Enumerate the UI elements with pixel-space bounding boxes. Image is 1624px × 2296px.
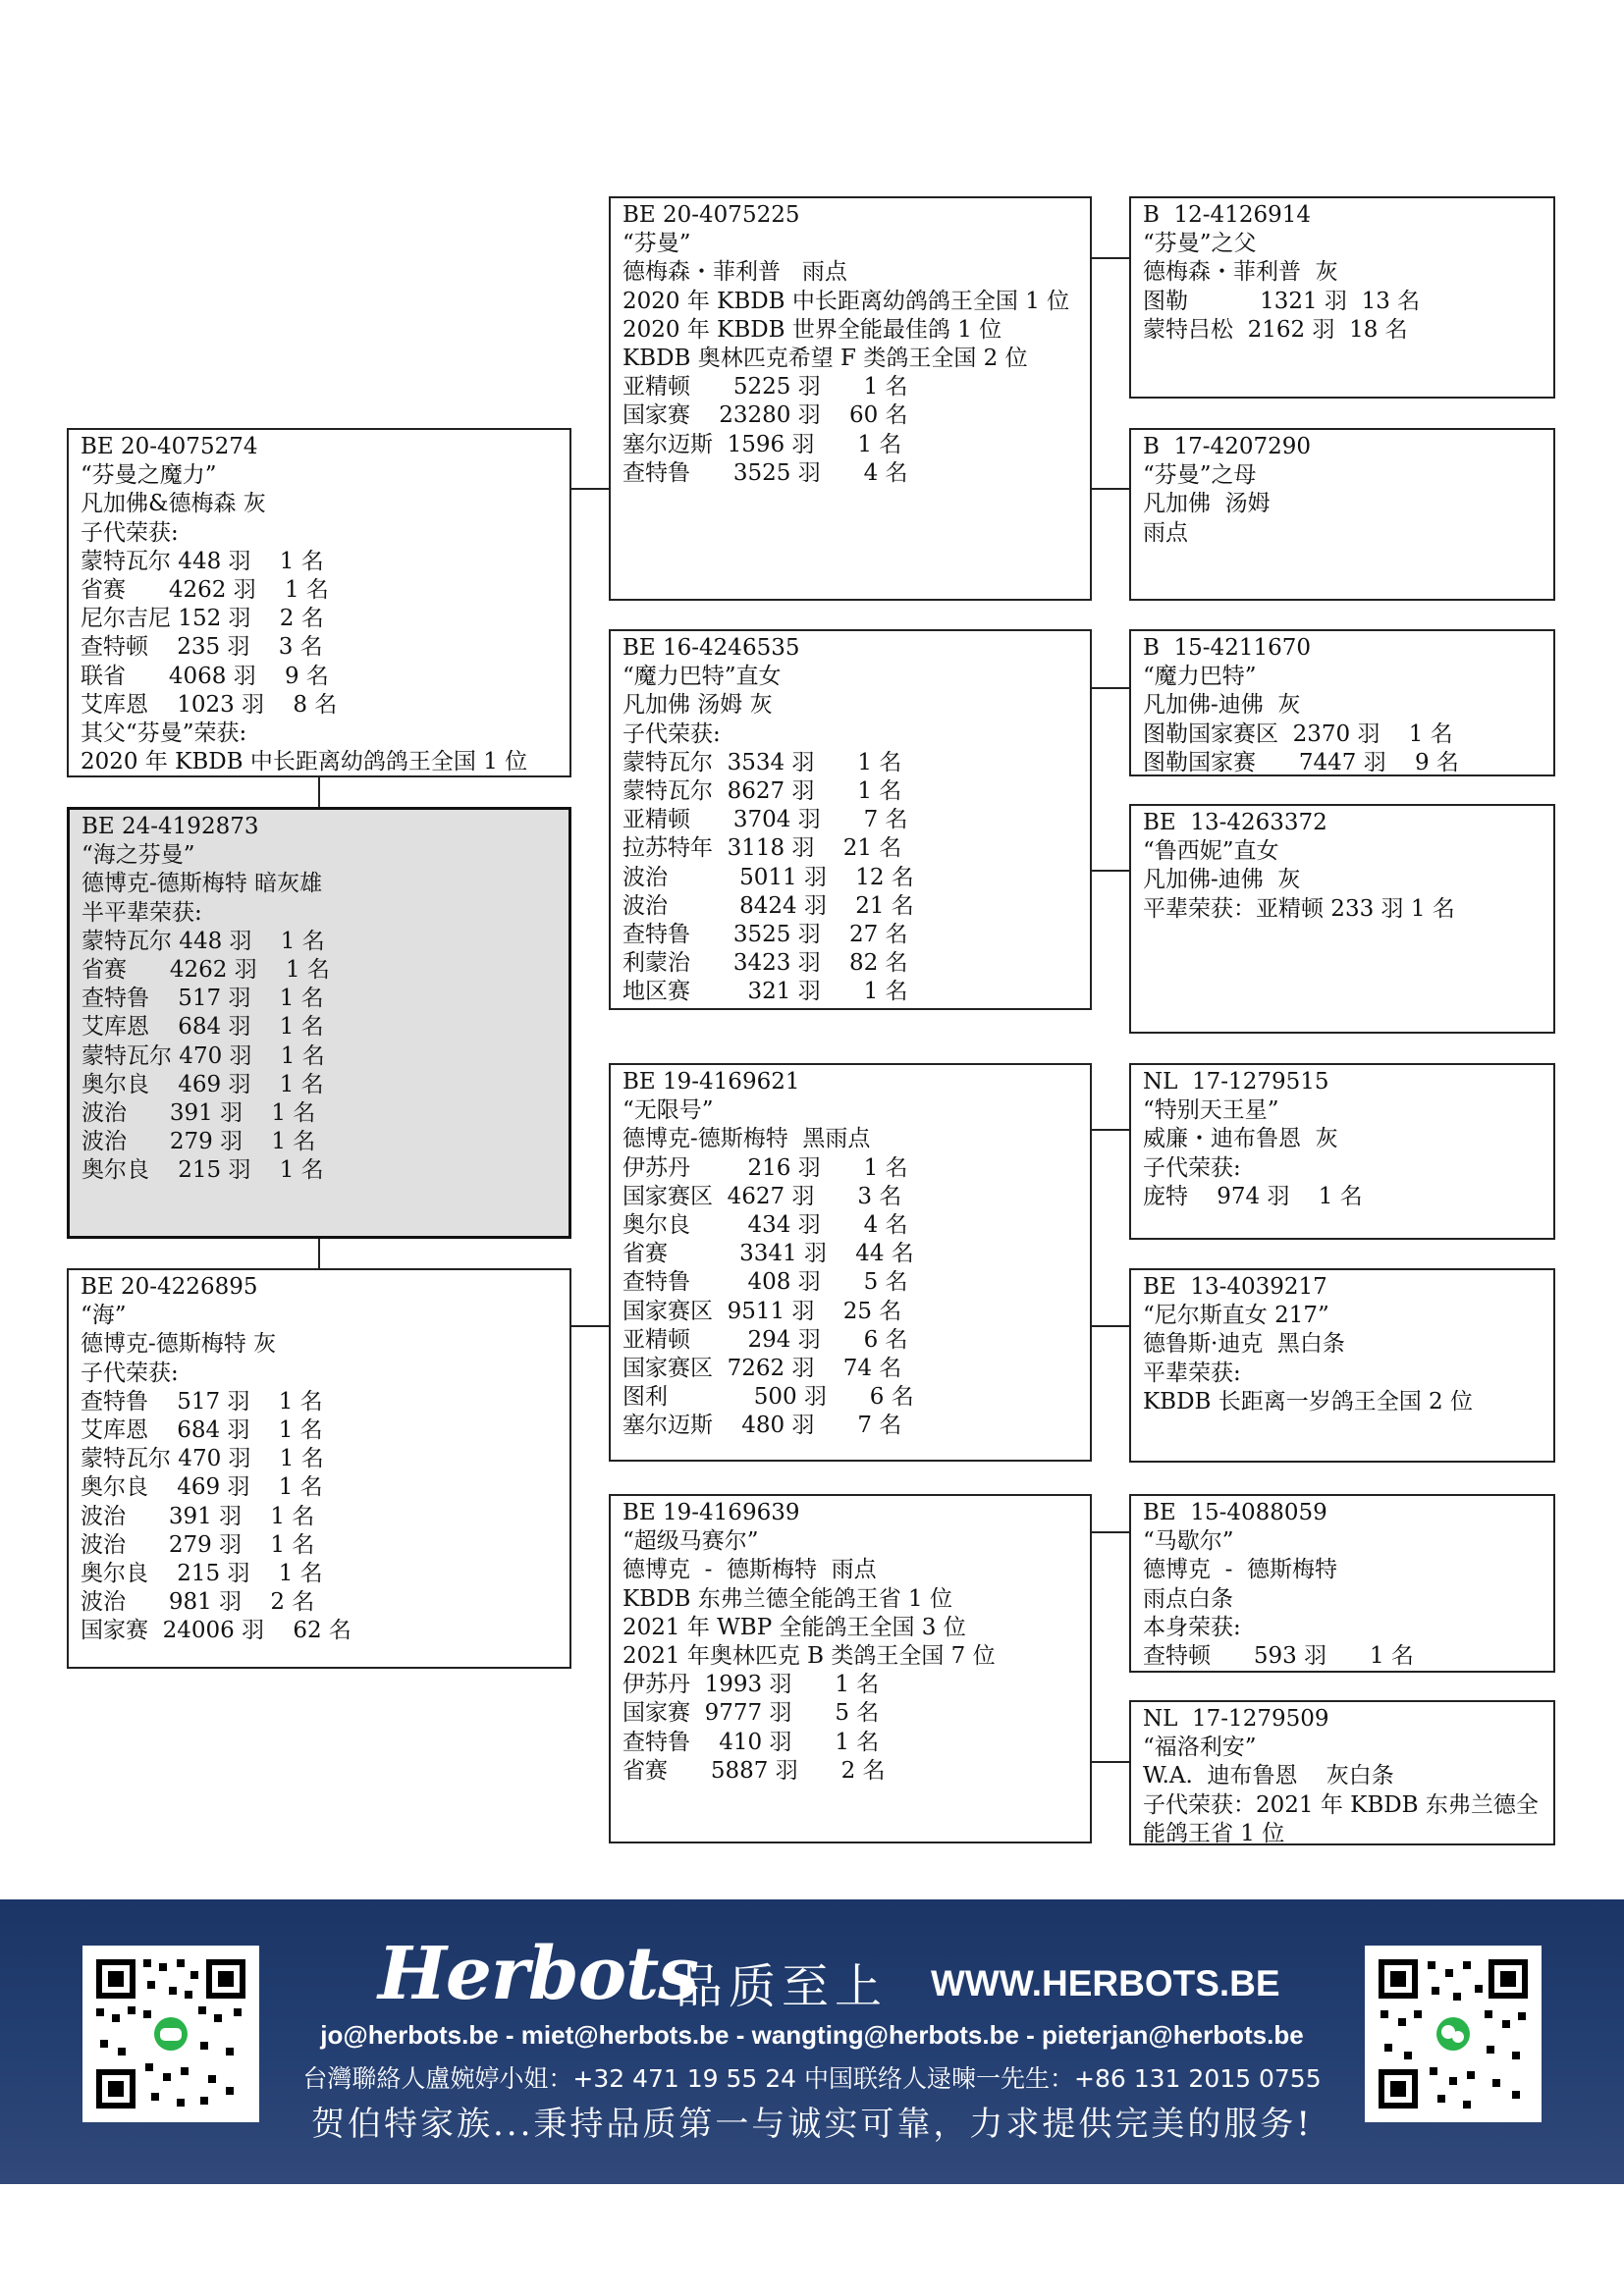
website-link[interactable]: WWW.HERBOTS.BE [931, 1963, 1280, 2003]
pedigree-line: 查特顿 593 羽 1 名 [1143, 1643, 1414, 1670]
pedigree-line: B 17-4207290 [1143, 434, 1311, 459]
pedigree-line: 波治 981 羽 2 名 [81, 1589, 315, 1616]
pedigree-line: 庞特 974 羽 1 名 [1143, 1183, 1363, 1209]
slogan: 品质至上 [676, 1959, 889, 2014]
pedigree-line: 联省 4068 羽 9 名 [81, 663, 329, 689]
pedigree-line: 国家赛 23280 羽 60 名 [623, 402, 908, 429]
pedigree-line: 奥尔良 434 羽 4 名 [623, 1212, 908, 1239]
pedigree-line: “芬曼之魔力” [81, 462, 217, 489]
connector-dd-gg7 [1092, 1531, 1129, 1533]
great-grandparent-2-box [1129, 428, 1555, 601]
pedigree-line: 奥尔良 469 羽 1 名 [81, 1474, 323, 1501]
connector-ss-gg2 [1092, 488, 1129, 490]
pedigree-line: 地区赛 321 羽 1 名 [623, 979, 908, 1005]
pedigree-line: 平辈荣获：亚精顿 233 羽 1 名 [1143, 895, 1455, 922]
pedigree-line: 波治 279 羽 1 名 [81, 1531, 315, 1558]
subject-box [67, 807, 571, 1239]
pedigree-line: “海之芬曼” [81, 842, 195, 869]
pedigree-line: B 12-4126914 [1143, 202, 1311, 228]
pedigree-line: 艾库恩 1023 羽 8 名 [81, 691, 338, 718]
pedigree-line: 威廉・迪布鲁恩 灰 [1143, 1126, 1338, 1152]
connector-subject-dam [318, 1239, 320, 1268]
pedigree-line: 半平辈荣获: [81, 899, 202, 926]
pedigree-line: 伊苏丹 1993 羽 1 名 [623, 1672, 880, 1698]
great-grandparent-3-box [1129, 629, 1555, 776]
pedigree-line: 图勒国家赛区 2370 羽 1 名 [1143, 721, 1453, 747]
pedigree-line: “鲁西妮”直女 [1143, 838, 1279, 865]
connector-dam-right [571, 1325, 609, 1327]
pedigree-line: “芬曼”之父 [1143, 231, 1257, 257]
pedigree-line: 凡加佛-迪佛 灰 [1143, 867, 1301, 893]
dam-sire-box [609, 1063, 1092, 1462]
great-grandparent-5-box [1129, 1063, 1555, 1240]
pedigree-line: 本身荣获: [1143, 1614, 1241, 1640]
dam-dam-box [609, 1494, 1092, 1843]
pedigree-line: 2021 年奥林匹克 B 类鸽王全国 7 位 [623, 1643, 996, 1670]
pedigree-line: 子代荣获: [81, 519, 179, 546]
pedigree-line: 奥尔良 215 羽 1 名 [81, 1561, 323, 1587]
pedigree-line: “芬曼” [623, 231, 691, 257]
pedigree-line: 子代荣获: [623, 721, 721, 747]
pedigree-line: 省赛 5887 羽 2 名 [623, 1757, 886, 1784]
pedigree-line: 奥尔良 469 羽 1 名 [81, 1071, 324, 1097]
pedigree-line: 雨点白条 [1143, 1585, 1233, 1612]
pedigree-line: BE 19-4169639 [623, 1500, 800, 1525]
pedigree-line: 子代荣获：2021 年 KBDB 东弗兰德全 [1143, 1791, 1539, 1818]
great-grandparent-7-box [1129, 1494, 1555, 1673]
pedigree-line: 国家赛区 4627 羽 3 名 [623, 1183, 902, 1209]
pedigree-line: BE 15-4088059 [1143, 1500, 1327, 1525]
pedigree-line: 波治 391 羽 1 名 [81, 1100, 316, 1127]
pedigree-line: 拉苏特年 3118 羽 21 名 [623, 835, 902, 862]
pedigree-line: B 15-4211670 [1143, 635, 1311, 661]
pedigree-line: 德梅森・菲利普 雨点 [623, 259, 847, 286]
pedigree-line: 德博克-德斯梅特 灰 [81, 1331, 277, 1358]
pedigree-line: BE 13-4263372 [1143, 810, 1327, 835]
pedigree-line: 德梅森・菲利普 灰 [1143, 259, 1338, 286]
pedigree-line: 2021 年 WBP 全能鸽王全国 3 位 [623, 1614, 966, 1640]
pedigree-line: “芬曼”之母 [1143, 462, 1257, 489]
pedigree-line: NL 17-1279509 [1143, 1706, 1329, 1732]
connector-sire-subject [318, 777, 320, 807]
connector-dd-gg8 [1092, 1761, 1129, 1763]
motto: 贺伯特家族...秉持品质第一与诚实可靠，力求提供完美的服务! [310, 2105, 1314, 2144]
pedigree-line: 德博克-德斯梅特 黑雨点 [623, 1126, 871, 1152]
pedigree-line: 德博克 - 德斯梅特 [1143, 1557, 1338, 1583]
pedigree-line: 查特鲁 517 羽 1 名 [81, 986, 324, 1012]
pedigree-line: “魔力巴特”直女 [623, 664, 782, 690]
great-grandparent-8-box [1129, 1700, 1555, 1845]
pedigree-line: 子代荣获: [1143, 1154, 1241, 1181]
great-grandparent-6-box [1129, 1268, 1555, 1463]
pedigree-line: 德博克-德斯梅特 暗灰雄 [81, 871, 323, 897]
pedigree-line: 波治 279 羽 1 名 [81, 1129, 316, 1155]
pedigree-line: 塞尔迈斯 1596 羽 1 名 [623, 431, 902, 457]
pedigree-line: 凡加佛-迪佛 灰 [1143, 692, 1301, 719]
pedigree-line: 能鸽王省 1 位 [1143, 1820, 1285, 1845]
pedigree-line: 艾库恩 684 羽 1 名 [81, 1417, 323, 1444]
pedigree-line: “马歇尔” [1143, 1528, 1234, 1555]
phone-contacts: 台灣聯絡人盧婉婷小姐：+32 471 19 55 24 中国联络人逯暕一先生：+86 131 2015 0755 [302, 2064, 1322, 2093]
connector-ds-gg5 [1092, 1129, 1129, 1131]
pedigree-line: 蒙特瓦尔 470 羽 1 名 [81, 1446, 324, 1472]
herbots-logo: Herbots [378, 1932, 698, 2016]
connector-ds-gg6 [1092, 1325, 1129, 1327]
pedigree-line: 波治 8424 羽 21 名 [623, 892, 914, 919]
pedigree-line: 蒙特吕松 2162 羽 18 名 [1143, 316, 1408, 343]
connector-ss-gg1 [1092, 257, 1129, 259]
pedigree-line: 2020 年 KBDB 中长距离幼鸽鸽王全国 1 位 [81, 749, 528, 775]
sire-dam-box [609, 629, 1092, 1010]
pedigree-line: 蒙特瓦尔 3534 羽 1 名 [623, 749, 902, 775]
pedigree-line: 伊苏丹 216 羽 1 名 [623, 1154, 908, 1181]
pedigree-line: 查特鲁 408 羽 5 名 [623, 1269, 908, 1296]
pedigree-line: 波治 391 羽 1 名 [81, 1503, 315, 1529]
pedigree-line: 亚精顿 3704 羽 7 名 [623, 807, 908, 833]
pedigree-line: BE 16-4246535 [623, 635, 800, 661]
great-grandparent-1-box [1129, 196, 1555, 399]
pedigree-line: 国家赛 24006 羽 62 名 [81, 1618, 352, 1644]
pedigree-line: KBDB 长距离一岁鸽王全国 2 位 [1143, 1388, 1473, 1415]
pedigree-line: 凡加佛 汤姆 灰 [623, 692, 773, 719]
pedigree-line: 国家赛区 7262 羽 74 名 [623, 1356, 902, 1382]
pedigree-line: 凡加佛 汤姆 [1143, 491, 1271, 517]
pedigree-line: 德鲁斯·迪克 黑白条 [1143, 1331, 1345, 1358]
pedigree-line: 蒙特瓦尔 8627 羽 1 名 [623, 778, 902, 805]
pedigree-line: “魔力巴特” [1143, 664, 1257, 690]
pedigree-line: BE 20-4075225 [623, 202, 800, 228]
connector-sd-gg4 [1092, 870, 1129, 872]
pedigree-line: 图勒 1321 羽 13 名 [1143, 288, 1421, 314]
pedigree-line: 艾库恩 684 羽 1 名 [81, 1014, 324, 1041]
pedigree-line: BE 13-4039217 [1143, 1274, 1327, 1300]
pedigree-line: 查特鲁 410 羽 1 名 [623, 1729, 880, 1755]
pedigree-line: 亚精顿 5225 羽 1 名 [623, 374, 908, 400]
connector-sd-gg3 [1092, 687, 1129, 689]
pedigree-line: 雨点 [1143, 519, 1188, 546]
pedigree-line: KBDB 东弗兰德全能鸽王省 1 位 [623, 1585, 952, 1612]
pedigree-line: 省赛 4262 羽 1 名 [81, 957, 330, 984]
pedigree-line: 波治 5011 羽 12 名 [623, 864, 914, 890]
pedigree-line: “特别天王星” [1143, 1097, 1279, 1124]
pedigree-line: “福洛利安” [1143, 1735, 1257, 1761]
pedigree-line: 利蒙治 3423 羽 82 名 [623, 950, 908, 977]
pedigree-line: KBDB 奥林匹克希望 F 类鸽王全国 2 位 [623, 346, 1028, 372]
pedigree-line: BE 20-4226895 [81, 1274, 258, 1300]
pedigree-line: 蒙特瓦尔 448 羽 1 名 [81, 928, 325, 954]
pedigree-line: 其父“芬曼”荣获: [81, 721, 247, 747]
sire-sire-box [609, 196, 1092, 601]
connector-sire-right [571, 488, 609, 490]
pedigree-line: BE 24-4192873 [81, 814, 259, 839]
pedigree-line: 亚精顿 294 羽 6 名 [623, 1326, 908, 1353]
pedigree-line: “超级马赛尔” [623, 1528, 759, 1555]
pedigree-line: 尼尔吉尼 152 羽 2 名 [81, 606, 324, 632]
pedigree-line: “尼尔斯直女 217” [1143, 1303, 1329, 1329]
pedigree-line: 图勒国家赛 7447 羽 9 名 [1143, 749, 1459, 775]
great-grandparent-4-box [1129, 804, 1555, 1034]
pedigree-line: 平辈荣获: [1143, 1360, 1241, 1386]
pedigree-line: 查特鲁 517 羽 1 名 [81, 1388, 323, 1415]
pedigree-line: 蒙特瓦尔 470 羽 1 名 [81, 1042, 325, 1069]
pedigree-line: 凡加佛&德梅森 灰 [81, 491, 266, 517]
pedigree-line: 图利 500 羽 6 名 [623, 1384, 914, 1411]
email-contacts[interactable]: jo@herbots.be - miet@herbots.be - wangting@herbots.be - pieterjan@herbots.be [320, 2020, 1304, 2050]
pedigree-line: 省赛 4262 羽 1 名 [81, 577, 329, 604]
pedigree-line: 国家赛区 9511 羽 25 名 [623, 1298, 902, 1324]
pedigree-line: 查特顿 235 羽 3 名 [81, 634, 323, 661]
pedigree-line: “海” [81, 1303, 127, 1329]
pedigree-line: “无限号” [623, 1097, 714, 1124]
pedigree-line: 查特鲁 3525 羽 4 名 [623, 459, 908, 486]
pedigree-line: W.A. 迪布鲁恩 灰白条 [1143, 1763, 1394, 1789]
pedigree-line: 国家赛 9777 羽 5 名 [623, 1700, 880, 1727]
pedigree-line: 2020 年 KBDB 中长距离幼鸽鸽王全国 1 位 [623, 288, 1070, 314]
pedigree-line: 蒙特瓦尔 448 羽 1 名 [81, 548, 324, 574]
sire-box [67, 428, 571, 777]
pedigree-line: BE 20-4075274 [81, 434, 258, 459]
pedigree-line: NL 17-1279515 [1143, 1069, 1329, 1095]
pedigree-line: 子代荣获: [81, 1360, 179, 1386]
pedigree-line: 省赛 3341 羽 44 名 [623, 1241, 914, 1267]
pedigree-line: 德博克 - 德斯梅特 雨点 [623, 1557, 877, 1583]
dam-box [67, 1268, 571, 1669]
pedigree-line: 查特鲁 3525 羽 27 名 [623, 922, 908, 948]
pedigree-line: 奥尔良 215 羽 1 名 [81, 1157, 324, 1184]
pedigree-line: BE 19-4169621 [623, 1069, 800, 1095]
pedigree-line: 塞尔迈斯 480 羽 7 名 [623, 1413, 902, 1439]
pedigree-line: 2020 年 KBDB 世界全能最佳鸽 1 位 [623, 316, 1002, 343]
